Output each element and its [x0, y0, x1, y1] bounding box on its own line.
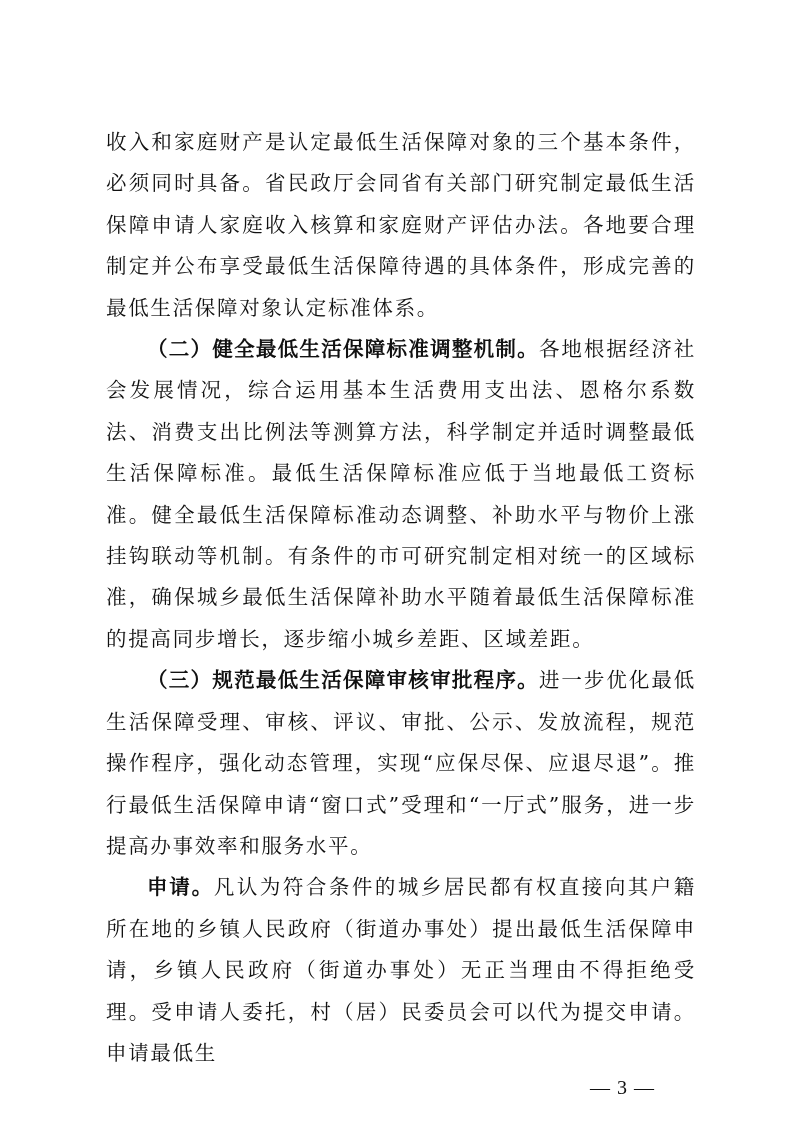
- paragraph-review-procedure: [106, 660, 696, 867]
- paragraph-lead: 申请。: [147, 875, 214, 900]
- paragraph-lead: （二）健全最低生活保障标准调整机制。: [147, 337, 539, 362]
- page-number: — 3 —: [590, 1077, 655, 1099]
- paragraph-text: 各地根据经济社会发展情况，综合运用基本生活费用支出法、恩格尔系数法、消费支出比例法等测算方法，科学制定并适时调整最低生活保障标准。最低生活保障标准应低于当地最低工资标准。健全最低生活保障标准动态调整、补助水平与物价上涨挂钩联动等机制。有条件的市可研究制定相对统一的区域标准，确保城乡最低生活保障补助水平随着最低生活保障标准的提高同步增长，逐步缩小城乡差距、区域差距。: [106, 337, 697, 651]
- paragraph-lead: （三）规范最低生活保障审核审批程序。: [147, 668, 539, 693]
- paragraph-application: [106, 867, 696, 1074]
- paragraph-continuation: [106, 122, 696, 329]
- paragraph-text: 进一步优化最低生活保障受理、审核、评议、审批、公示、发放流程，规范操作程序，强化动态管理，实现“应保尽保、应退尽退”。推行最低生活保障申请“窗口式”受理和“一厅式”服务，进一步提高办事效率和服务水平。: [106, 668, 697, 858]
- paragraph-text: 收入和家庭财产是认定最低生活保障对象的三个基本条件，必须同时具备。省民政厅会同省有关部门研究制定最低生活保障申请人家庭收入核算和家庭财产评估办法。各地要合理制定并公布享受最低生活保障待遇的具体条件，形成完善的最低生活保障对象认定标准体系。: [106, 130, 696, 320]
- paragraph-standard-adjustment: [106, 329, 696, 660]
- document-body: [106, 122, 696, 1074]
- paragraph-text: 凡认为符合条件的城乡居民都有权直接向其户籍所在地的乡镇人民政府（街道办事处）提出最低生活保障申请，乡镇人民政府（街道办事处）无正当理由不得拒绝受理。受申请人委托，村（居）民委员会可以代为提交申请。申请最低生: [106, 875, 696, 1065]
